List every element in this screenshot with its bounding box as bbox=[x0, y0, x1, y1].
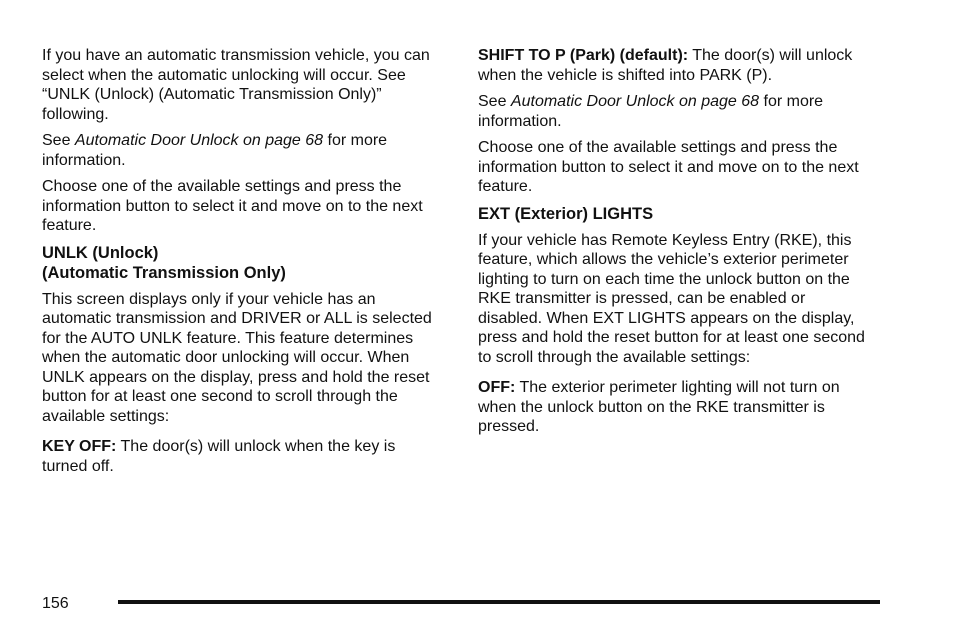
key-off-text: The door(s) will unlock when the key is turned off. bbox=[42, 438, 396, 475]
heading-line-2: (Automatic Transmission Only) bbox=[42, 263, 286, 282]
off-text: The exterior perimeter lighting will not turn on when the unlock button on the RKE transmitter is pressed. bbox=[478, 379, 840, 435]
see-reference-paragraph bbox=[42, 131, 444, 170]
choose-setting-paragraph: Choose one of the available settings and press the information button to select it and move on to the next feature. bbox=[478, 139, 859, 195]
section-heading-unlk bbox=[42, 243, 444, 283]
ext-lights-description-paragraph: If your vehicle has Remote Keyless Entry (RKE), this feature, which allows the vehicle’s exterior perimeter lighting to turn on each time the unlock button on the RKE transmitter is pressed, can be enabled or disabled. When EXT LIGHTS appears on the display, press and hold the reset button for at least one second to scroll through the available settings: bbox=[478, 231, 865, 366]
off-term: OFF: bbox=[478, 379, 516, 396]
shift-to-park-term: SHIFT TO P (Park) (default): bbox=[478, 47, 689, 64]
footer-rule bbox=[118, 600, 880, 604]
see-suffix: for more information. bbox=[42, 132, 388, 169]
shift-to-park-text: The door(s) will unlock when the vehicle is shifted into PARK (P). bbox=[478, 47, 853, 84]
left-column bbox=[42, 46, 444, 483]
cross-reference: Automatic Door Unlock on page 68 bbox=[74, 132, 324, 149]
key-off-term: KEY OFF: bbox=[42, 438, 117, 455]
see-prefix: See bbox=[42, 132, 75, 149]
shift-to-park-paragraph bbox=[478, 46, 872, 85]
cross-reference: Automatic Door Unlock on page 68 bbox=[510, 93, 760, 110]
off-paragraph bbox=[478, 378, 872, 437]
see-reference-paragraph bbox=[478, 92, 872, 131]
key-off-paragraph bbox=[42, 437, 444, 476]
right-column bbox=[478, 46, 872, 444]
intro-paragraph: If you have an automatic transmission vehicle, you can select when the automatic unlocking will occur. See “UNLK (Unlock) (Automatic Transmission Only)” following. bbox=[42, 47, 430, 123]
see-prefix: See bbox=[478, 93, 511, 110]
choose-setting-paragraph: Choose one of the available settings and press the information button to select it and move on to the next feature. bbox=[42, 178, 423, 234]
heading-line-1: UNLK (Unlock) bbox=[42, 243, 159, 262]
see-suffix: for more information. bbox=[478, 93, 824, 130]
unlk-description-paragraph: This screen displays only if your vehicle has an automatic transmission and DRIVER or ALL is selected for the AUTO UNLK feature. This feature determines when the automatic door unlocking will occur. When UNLK appears on the display, press and hold the reset button for at least one second to scroll through the available settings: bbox=[42, 290, 432, 425]
section-heading-ext-lights: EXT (Exterior) LIGHTS bbox=[478, 204, 654, 223]
page-number: 156 bbox=[42, 595, 69, 612]
